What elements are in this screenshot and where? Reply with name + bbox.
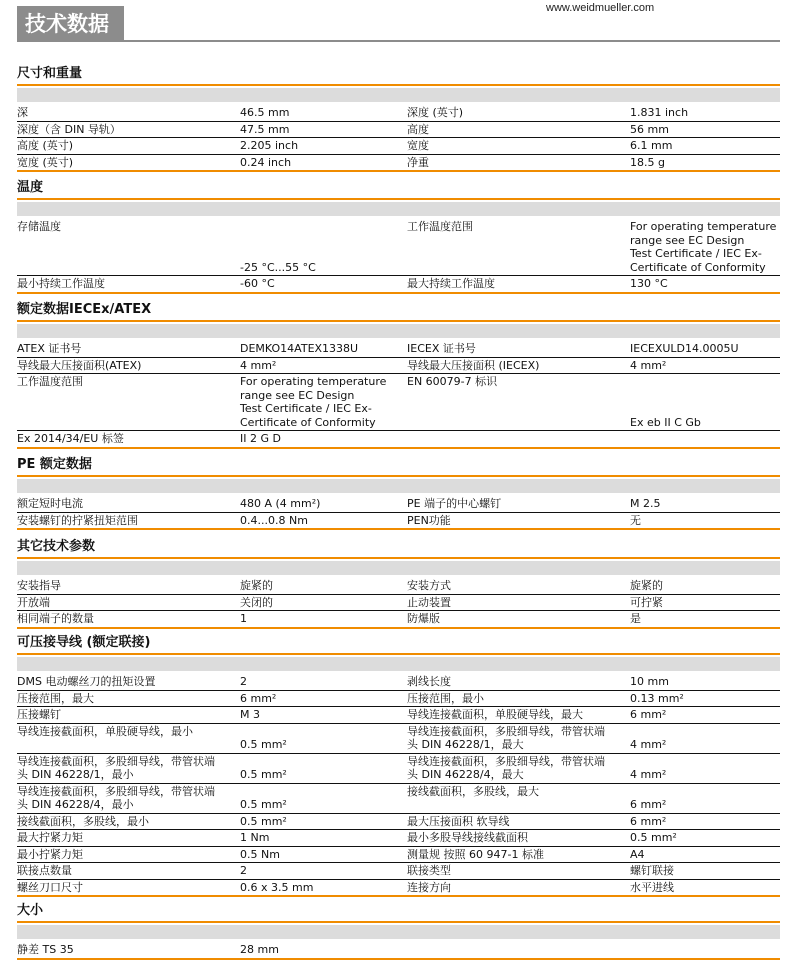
section-band: [17, 561, 780, 575]
spec-label-cell: [407, 578, 630, 594]
site-url[interactable]: www.weidmueller.com: [546, 2, 655, 14]
spec-section: [17, 453, 780, 530]
spec-value-cell: [630, 707, 780, 723]
spec-section: [17, 62, 780, 172]
spec-row: [17, 219, 780, 276]
spec-label-cell: [407, 513, 630, 529]
spec-label-cell: [17, 513, 240, 529]
spec-label-cell: [17, 138, 240, 154]
spec-value-cell: [240, 358, 407, 374]
spec-label: 最大压接面积 软导线: [407, 814, 510, 828]
spec-value-cell: [240, 611, 407, 627]
section-band: [17, 202, 780, 216]
spec-row: [17, 341, 780, 358]
section-title: 大小: [17, 899, 780, 923]
spec-value: 47.5 mm: [240, 122, 290, 136]
section-band: [17, 324, 780, 338]
spec-label-cell: [407, 496, 630, 512]
spec-label-cell: [407, 155, 630, 171]
spec-label-cell: [17, 942, 240, 958]
spec-label: 最小多股导线接线截面积: [407, 831, 528, 844]
spec-value-cell: [630, 276, 780, 292]
section-title: 尺寸和重量: [17, 62, 780, 86]
spec-value: 56 mm: [630, 122, 669, 136]
page-header: [0, 0, 788, 46]
spec-value-cell: [240, 276, 407, 292]
spec-value-cell: [630, 155, 780, 171]
spec-label: 螺丝刀口尺寸: [17, 880, 83, 894]
spec-label: 开放端: [17, 595, 50, 609]
spec-value-cell: [240, 863, 407, 879]
spec-value: 10 mm: [630, 675, 669, 688]
spec-value-cell: [630, 814, 780, 830]
spec-label: 净重: [407, 155, 429, 169]
spec-label-cell: [407, 374, 630, 430]
spec-value: 0.5 mm²: [630, 831, 677, 844]
spec-label-cell: [17, 691, 240, 707]
spec-value: 关闭的: [240, 595, 273, 609]
spec-value-cell: [630, 138, 780, 154]
spec-label: 最大拧紧力矩: [17, 831, 83, 844]
spec-label-cell: [407, 122, 630, 138]
header-rule: [17, 40, 780, 42]
spec-value-cell: [240, 578, 407, 594]
spec-value: 6 mm²: [630, 814, 667, 828]
spec-label: 安装螺钉的拧紧扭矩范围: [17, 513, 138, 527]
spec-value: 0.5 Nm: [240, 847, 280, 861]
spec-value: 130 °C: [630, 277, 668, 290]
spec-label: 导线最大压接面积 (IECEX): [407, 358, 540, 372]
spec-label: 深度 (英寸): [407, 106, 464, 119]
section-band: [17, 479, 780, 493]
spec-value: 6 mm²: [630, 798, 667, 811]
spec-section: [17, 535, 780, 629]
spec-label: 安装方式: [407, 579, 451, 592]
section-title: 其它技术参数: [17, 535, 780, 559]
spec-label-cell: [17, 431, 240, 447]
spec-label-cell: [407, 863, 630, 879]
spec-label-cell: [17, 707, 240, 723]
spec-label: 深度（含 DIN 导轨）: [17, 122, 121, 136]
spec-label-cell: [17, 578, 240, 594]
spec-value-cell: [630, 595, 780, 611]
spec-label: 宽度 (英寸): [17, 155, 74, 169]
spec-value-cell: [240, 496, 407, 512]
spec-label-cell: [407, 784, 630, 813]
spec-value: 6 mm²: [240, 691, 277, 705]
spec-label: 相同端子的数量: [17, 612, 94, 625]
spec-value: 1: [240, 612, 247, 625]
spec-row: [17, 611, 780, 629]
spec-label-cell: [17, 754, 240, 783]
spec-label: 联接类型: [407, 864, 451, 877]
spec-label: 导线连接截面积，多股细导线，带管状端 头 DIN 46228/4，最大: [407, 754, 605, 781]
spec-row: [17, 830, 780, 847]
spec-label-cell: [17, 880, 240, 896]
spec-label: 工作温度范围: [17, 375, 83, 388]
spec-value: -25 °C...55 °C: [240, 260, 316, 274]
spec-value-cell: [240, 674, 407, 690]
spec-value: 旋紧的: [240, 579, 273, 592]
spec-value: 18.5 g: [630, 155, 665, 169]
spec-value-cell: [630, 724, 780, 753]
spec-value: 0.6 x 3.5 mm: [240, 880, 314, 894]
spec-label-cell: [407, 276, 630, 292]
spec-label-cell: [17, 863, 240, 879]
spec-label: 额定短时电流: [17, 497, 83, 510]
spec-label-cell: [407, 611, 630, 627]
spec-value: For operating temperature range see EC Design Test Certificate / IEC Ex- Certificate of Conformity: [630, 220, 777, 274]
spec-label-cell: [407, 219, 630, 275]
spec-value-cell: [240, 942, 407, 958]
spec-value: For operating temperature range see EC Design Test Certificate / IEC Ex- Certificate of Conformity: [240, 375, 387, 429]
spec-value-cell: [630, 105, 780, 121]
spec-row: [17, 942, 780, 960]
spec-label-cell: [17, 830, 240, 846]
section-band: [17, 657, 780, 671]
spec-row: [17, 122, 780, 139]
spec-label: 压接范围，最小: [407, 691, 484, 705]
section-title: PE 额定数据: [17, 453, 780, 477]
spec-row: [17, 847, 780, 864]
spec-label: 工作温度范围: [407, 220, 473, 233]
spec-label: 最大持续工作温度: [407, 277, 495, 290]
page-title: 技术数据: [17, 6, 124, 42]
spec-value-cell: [240, 691, 407, 707]
spec-label-cell: [407, 105, 630, 121]
spec-value-cell: [630, 122, 780, 138]
spec-label: 联接点数量: [17, 864, 72, 877]
spec-label-cell: [17, 611, 240, 627]
spec-value: 0.5 mm²: [240, 768, 287, 781]
spec-value-cell: [240, 707, 407, 723]
spec-row: [17, 105, 780, 122]
spec-value: 4 mm²: [630, 358, 667, 372]
spec-value: 4 mm²: [240, 358, 277, 372]
spec-label-cell: [407, 830, 630, 846]
spec-label-cell: [17, 674, 240, 690]
spec-value: 1 Nm: [240, 831, 270, 844]
spec-label-cell: [407, 691, 630, 707]
spec-label: 高度 (英寸): [17, 139, 74, 152]
spec-label: 接线截面积，多股线，最大: [407, 784, 539, 798]
spec-label: 导线连接截面积，多股细导线，带管状端 头 DIN 46228/4，最小: [17, 784, 215, 811]
spec-label: 最小拧紧力矩: [17, 847, 83, 861]
spec-label: 止动装置: [407, 595, 451, 609]
spec-value: 水平进线: [630, 880, 674, 894]
spec-value: 0.13 mm²: [630, 691, 684, 705]
spec-row: [17, 691, 780, 708]
spec-section: [17, 176, 780, 294]
spec-value: 6 mm²: [630, 708, 667, 721]
spec-row: [17, 814, 780, 831]
spec-label-cell: [17, 122, 240, 138]
spec-label: 连接方向: [407, 880, 451, 894]
spec-row: [17, 863, 780, 880]
spec-label-cell: [17, 724, 240, 753]
spec-label-cell: [17, 814, 240, 830]
spec-label-cell: [17, 105, 240, 121]
spec-label: PEN功能: [407, 513, 451, 527]
spec-label-cell: [17, 155, 240, 171]
spec-label: 宽度: [407, 139, 429, 152]
spec-value: 4 mm²: [630, 738, 667, 751]
spec-label: 导线连接截面积，多股细导线，带管状端 头 DIN 46228/1，最小: [17, 754, 215, 781]
spec-value-cell: [630, 942, 780, 958]
spec-value-cell: [240, 847, 407, 863]
spec-label-cell: [407, 674, 630, 690]
spec-label: 压接螺钉: [17, 708, 61, 721]
spec-value-cell: [240, 374, 407, 430]
spec-value-cell: [630, 578, 780, 594]
spec-value: 0.5 mm²: [240, 738, 287, 751]
spec-value: 2: [240, 675, 247, 688]
spec-value: Ex eb II C Gb: [630, 415, 701, 429]
spec-value: IECEXULD14.0005U: [630, 342, 739, 355]
spec-value: 1.831 inch: [630, 106, 689, 119]
spec-value: 是: [630, 612, 641, 625]
spec-value-cell: [240, 155, 407, 171]
spec-label-cell: [407, 880, 630, 896]
spec-value: 螺钉联接: [630, 864, 674, 877]
spec-label: IECEX 证书号: [407, 342, 476, 355]
spec-row: [17, 595, 780, 612]
spec-label: 静差 TS 35: [17, 943, 74, 956]
spec-value-cell: [240, 513, 407, 529]
spec-label-cell: [407, 847, 630, 863]
spec-label: Ex 2014/34/EU 标签: [17, 432, 124, 445]
spec-row: [17, 155, 780, 173]
spec-label: 导线连接截面积，多股细导线，带管状端 头 DIN 46228/1，最大: [407, 724, 605, 751]
spec-value-cell: [240, 431, 407, 447]
spec-value: A4: [630, 847, 645, 861]
spec-value-cell: [630, 754, 780, 783]
spec-label-cell: [407, 358, 630, 374]
spec-value: 可拧紧: [630, 595, 663, 609]
spec-label-cell: [17, 847, 240, 863]
spec-label-cell: [407, 814, 630, 830]
spec-label: 深: [17, 106, 28, 119]
spec-value-cell: [240, 830, 407, 846]
spec-row: [17, 513, 780, 531]
spec-label: 导线最大压接面积(ATEX): [17, 358, 142, 372]
spec-value-cell: [630, 784, 780, 813]
spec-value: 2: [240, 864, 247, 877]
spec-value-cell: [630, 513, 780, 529]
section-band: [17, 88, 780, 102]
spec-value-cell: [240, 814, 407, 830]
spec-value: M 3: [240, 708, 260, 721]
spec-value-cell: [630, 674, 780, 690]
spec-section: [17, 899, 780, 960]
spec-row: [17, 880, 780, 898]
spec-label-cell: [17, 341, 240, 357]
spec-value-cell: [240, 784, 407, 813]
spec-label-cell: [407, 341, 630, 357]
spec-section: [17, 298, 780, 449]
spec-value-cell: [240, 754, 407, 783]
spec-value-cell: [630, 847, 780, 863]
spec-value-cell: [630, 219, 780, 275]
spec-row: [17, 674, 780, 691]
spec-label: EN 60079-7 标识: [407, 375, 498, 388]
spec-value-cell: [240, 105, 407, 121]
spec-label: 导线连接截面积，单股硬导线，最小: [17, 724, 193, 738]
spec-value-cell: [630, 691, 780, 707]
spec-value: 2.205 inch: [240, 139, 299, 152]
spec-value-cell: [240, 595, 407, 611]
spec-row: [17, 431, 780, 449]
spec-value: DEMKO14ATEX1338U: [240, 342, 359, 355]
spec-label: 接线截面积，多股线，最小: [17, 814, 149, 828]
spec-value: 4 mm²: [630, 768, 667, 781]
spec-section: [17, 631, 780, 897]
spec-value-cell: [630, 431, 780, 447]
section-title: 额定数据IECEx/ATEX: [17, 298, 780, 322]
spec-label-cell: [407, 942, 630, 958]
section-title: 可压接导线 (额定联接): [17, 631, 780, 655]
spec-label-cell: [17, 358, 240, 374]
spec-value-cell: [240, 724, 407, 753]
spec-label-cell: [17, 784, 240, 813]
spec-row: [17, 496, 780, 513]
spec-value-cell: [630, 830, 780, 846]
spec-label-cell: [407, 754, 630, 783]
spec-value-cell: [630, 358, 780, 374]
spec-row: [17, 578, 780, 595]
spec-label: 压接范围，最大: [17, 691, 94, 705]
spec-label-cell: [407, 431, 630, 447]
spec-value: 6.1 mm: [630, 139, 673, 152]
spec-label: ATEX 证书号: [17, 342, 82, 355]
spec-value-cell: [630, 496, 780, 512]
spec-value-cell: [240, 122, 407, 138]
spec-row: [17, 724, 780, 754]
spec-label-cell: [17, 276, 240, 292]
spec-value: 46.5 mm: [240, 106, 290, 119]
spec-row: [17, 754, 780, 784]
spec-value-cell: [630, 341, 780, 357]
spec-value-cell: [240, 880, 407, 896]
spec-label-cell: [17, 374, 240, 430]
spec-value-cell: [630, 374, 780, 430]
spec-label: PE 端子的中心螺钉: [407, 497, 502, 510]
spec-label-cell: [17, 496, 240, 512]
spec-label: 导线连接截面积，单股硬导线，最大: [407, 708, 583, 721]
spec-label-cell: [407, 595, 630, 611]
spec-value: 0.5 mm²: [240, 798, 287, 811]
spec-value-cell: [240, 341, 407, 357]
spec-value: 0.24 inch: [240, 155, 292, 169]
section-band: [17, 925, 780, 939]
spec-value: II 2 G D: [240, 432, 281, 445]
spec-label-cell: [407, 138, 630, 154]
spec-row: [17, 707, 780, 724]
spec-row: [17, 358, 780, 375]
spec-row: [17, 138, 780, 155]
spec-label-cell: [17, 219, 240, 275]
spec-value-cell: [240, 138, 407, 154]
spec-value: 28 mm: [240, 943, 279, 956]
spec-value-cell: [630, 863, 780, 879]
spec-label-cell: [407, 707, 630, 723]
spec-row: [17, 374, 780, 431]
spec-value: 旋紧的: [630, 579, 663, 592]
spec-label: 安装指导: [17, 579, 61, 592]
spec-value: 0.5 mm²: [240, 814, 287, 828]
spec-label: 高度: [407, 122, 429, 136]
spec-label-cell: [17, 595, 240, 611]
spec-label: 防爆版: [407, 612, 440, 625]
spec-value: 480 A (4 mm²): [240, 497, 321, 510]
spec-value: 0.4...0.8 Nm: [240, 513, 308, 527]
spec-row: [17, 784, 780, 814]
spec-label: 测量规 按照 60 947-1 标准: [407, 847, 544, 861]
spec-value: M 2.5: [630, 497, 661, 510]
spec-value-cell: [630, 611, 780, 627]
spec-row: [17, 276, 780, 294]
spec-value-cell: [240, 219, 407, 275]
section-title: 温度: [17, 176, 780, 200]
spec-label: 存储温度: [17, 220, 61, 233]
spec-label-cell: [407, 724, 630, 753]
spec-label: DMS 电动螺丝刀的扭矩设置: [17, 675, 156, 688]
spec-value: 无: [630, 513, 641, 527]
spec-label: 剥线长度: [407, 675, 451, 688]
spec-value-cell: [630, 880, 780, 896]
spec-value: -60 °C: [240, 277, 275, 290]
spec-label: 最小持续工作温度: [17, 277, 105, 290]
